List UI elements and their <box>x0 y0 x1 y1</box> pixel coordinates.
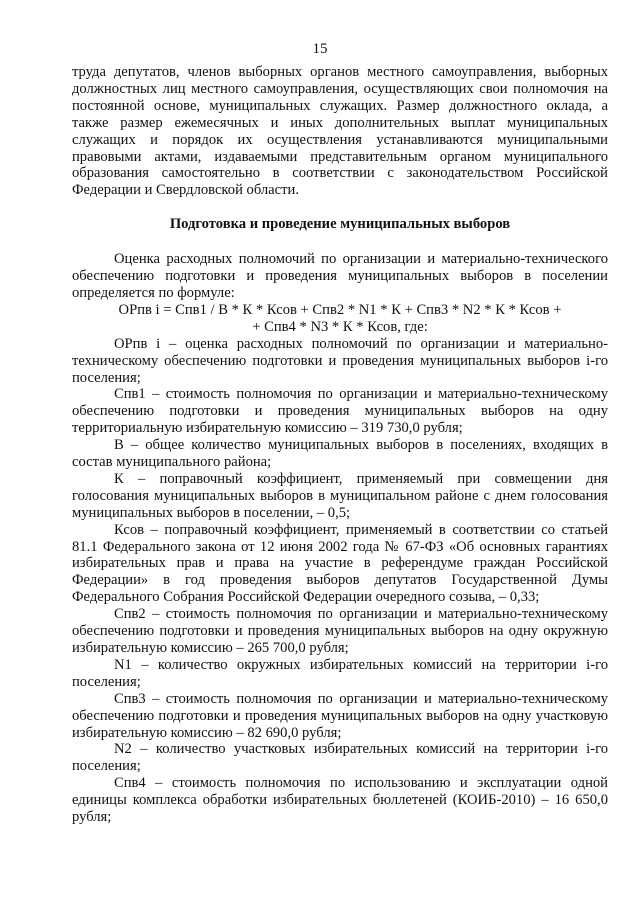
definition-spv1: Спв1 – стоимость полномочия по организации и материально-техническому обеспечению подготовки и проведения муниципальных выборов на одну территориальную избирательную комиссию – 319 730,0 рубля; <box>72 386 608 437</box>
formula-line-2: + Спв4 * N3 * К * Ксов, где: <box>252 318 428 335</box>
definition-v: В – общее количество муниципальных выборов в поселениях, входящих в состав муниципального района; <box>72 437 608 471</box>
opening-paragraph: труда депутатов, членов выборных органов местного самоуправления, выборных должностных лиц местного самоуправления, осуществляющих свои полномочия на постоянной основе, муниципальных служащих. Размер должностного оклада, а также размер ежемесячных и иных дополнительных выплат муниципальных служащих и порядок их осуществления устанавливаются муниципальными правовыми актами, издаваемыми представительным органом муниципального образования самостоятельно в соответствии с законодательством Российской Федерации и Свердловской области. <box>72 64 608 199</box>
formula-line-1: ОРпв i = Спв1 / В * К * Ксов + Спв2 * N1 * К + Спв3 * N2 * К * Ксов + <box>118 301 562 318</box>
definition-spv3: Спв3 – стоимость полномочия по организации и материально-техническому обеспечению подготовки и проведения муниципальных выборов на одну участковую избирательную комиссию – 82 690,0 рубля; <box>72 690 608 741</box>
page-number: 15 <box>312 41 328 57</box>
section-heading: Подготовка и проведение муниципальных выборов <box>169 216 511 233</box>
definition-ksov: Ксов – поправочный коэффициент, применяемый в соответствии со статьей 81.1 Федерального закона от 12 июня 2002 года № 67-ФЗ «Об основных гарантиях избирательных прав и права на участие в референдуме граждан Российской Федерации» в год проведения выборов депутатов Государственной Думы Федерального Собрания Российской Федерации очередного созыва, – 0,33; <box>72 521 608 606</box>
definition-spv4: Спв4 – стоимость полномочия по использованию и эксплуатации одной единицы комплекса обработки избирательных бюллетеней (КОИБ-2010) – 16 650,0 рубля; <box>72 775 608 826</box>
document-body <box>72 64 608 826</box>
definition-orpv: ОРпв i – оценка расходных полномочий по организации и материально-техническому обеспечению подготовки и проведения муниципальных выборов i-го поселения; <box>72 335 608 386</box>
definition-n2: N2 – количество участковых избирательных комиссий на территории i-го поселения; <box>72 741 608 775</box>
intro-paragraph: Оценка расходных полномочий по организации и материально-технического обеспечению подготовки и проведения муниципальных выборов в поселении определяется по формуле: <box>72 251 608 301</box>
definition-n1: N1 – количество окружных избирательных комиссий на территории i-го поселения; <box>72 656 608 690</box>
formula <box>72 302 608 336</box>
definition-k: К – поправочный коэффициент, применяемый при совмещении дня голосования муниципальных выборов в муниципальном районе с днем голосования муниципальных выборов в поселении, – 0,5; <box>72 470 608 521</box>
definition-spv2: Спв2 – стоимость полномочия по организации и материально-техническому обеспечению подготовки и проведения муниципальных выборов на одну окружную избирательную комиссию – 265 700,0 рубля; <box>72 606 608 656</box>
